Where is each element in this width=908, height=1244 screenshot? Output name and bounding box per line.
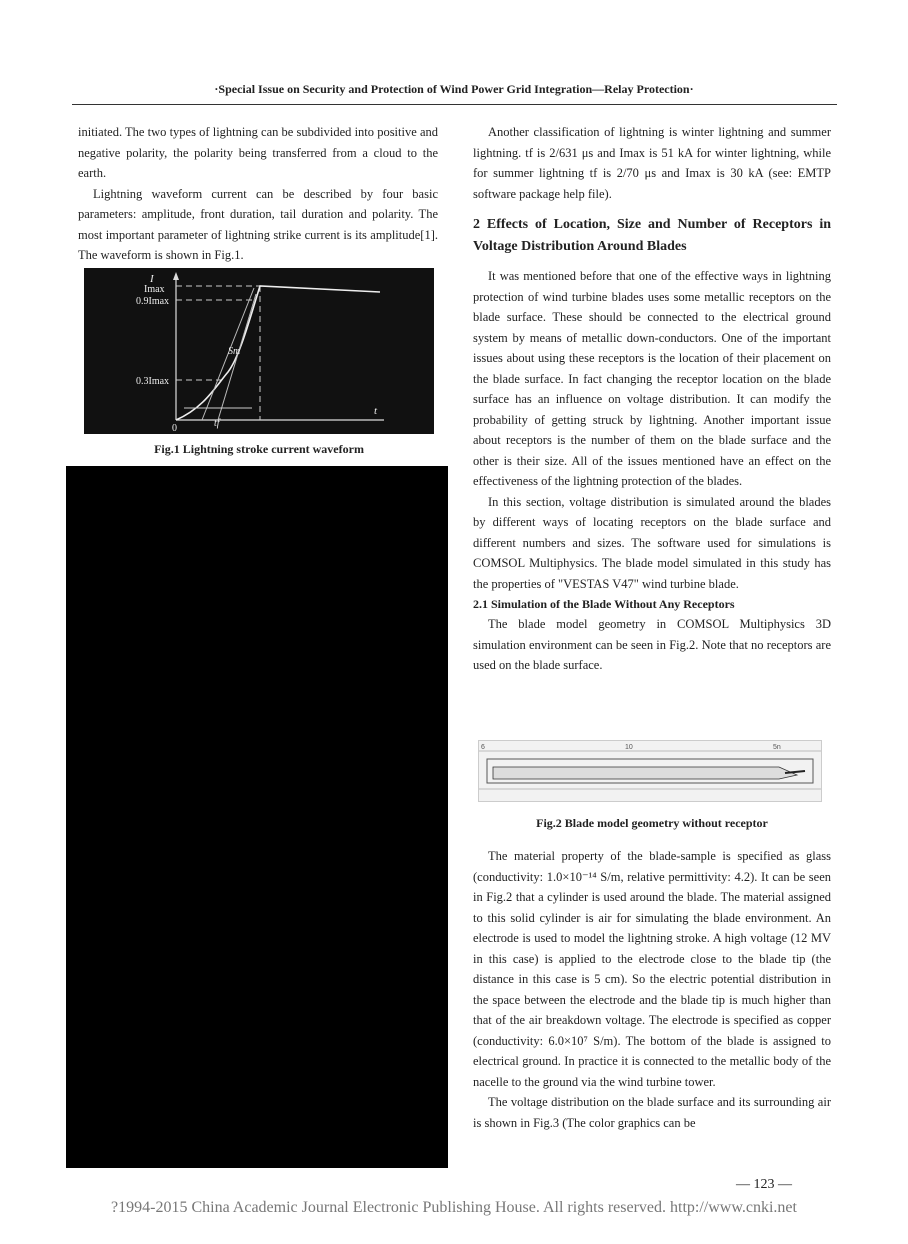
label-sm: Sm	[228, 346, 241, 357]
blade-model-plot	[479, 741, 821, 801]
right-column-top	[473, 122, 831, 676]
fig2-label-c: 5n	[773, 744, 781, 751]
right-paragraph-2: It was mentioned before that one of the effective ways in lightning protection of wind turbine blades uses some metallic receptors on the blade surface. These should be connected to the electrical ground system by means of metallic down-conductors. One of the important issues about using these receptors is the location of their placement on the blade surface. In fact changing the receptor location on the blade surface has an influence on voltage distribution. It can modify the probability of getting struck by lightning. Another important issue about receptors is the number of them on the blade surface and the other is their size. All of the issues mentioned have an effect on the effectiveness of the lightning protection of the blades.	[473, 269, 831, 488]
figure-1-caption: Fig.1 Lightning stroke current waveform	[154, 442, 364, 456]
header-rule	[72, 104, 837, 105]
label-imax: Imax	[144, 284, 165, 295]
y-arrow-icon	[173, 272, 179, 280]
fig2-label-a: 6	[481, 744, 485, 751]
label-i03: 0.3Imax	[136, 376, 170, 387]
right-paragraph-1: Another classification of lightning is winter lightning and summer lightning. tf is 2/631 μs and Imax is 51 kA for winter lightning, while for summer lightning tf is 2/70 μs and Imax is 30 kA (see: EMTP software package help file).	[473, 125, 831, 201]
figure-2-caption: Fig.2 Blade model geometry without receptor	[536, 816, 768, 830]
page-number: — 123 —	[736, 1177, 792, 1192]
right-paragraph-6: The voltage distribution on the blade surface and its surrounding air is shown in Fig.3 (The color graphics can be	[473, 1095, 831, 1130]
label-zero: 0	[172, 423, 177, 434]
current-curve	[176, 286, 380, 420]
subsection-2-1-title: 2.1 Simulation of the Blade Without Any Receptors	[473, 597, 735, 611]
right-paragraph-3: In this section, voltage distribution is simulated around the blades by different ways of locating receptors on the blade surface and different numbers and sizes. The software used for simulations is COMSOL Multiphysics. The blade model simulated in this study has the properties of "VESTAS V47" wind turbine blade.	[473, 494, 831, 591]
redacted-equation-block	[66, 466, 448, 1168]
figure-2-blade-geometry	[478, 740, 822, 802]
label-i: I	[150, 273, 154, 285]
right-paragraph-5: The material property of the blade-sample is specified as glass (conductivity: 1.0×10⁻¹⁴ S/m, relative permittivity: 4.2). It can be seen in Fig.2 that a cylinder is used around the blade. The material assigned to this solid cylinder is air for simulating the blade environment. An electrode is used to model the lightning stroke. A high voltage (12 MV in this case) is applied to the electrode close to the blade tip (the distance in this case is 5 cm). So the electric potential distribution in the space between the electrode and the blade tip is much higher than that of the air breakdown voltage. The electrode is specified as copper (conductivity: 6.0×10⁷ S/m). The bottom of the blade is assigned to electrical ground. In practice it is connected to the metallic body of the nacelle to the ground via the wind turbine tower.	[473, 849, 831, 1089]
section-2-title: 2 Effects of Location, Size and Number of Receptors in Voltage Distribution Around Blades	[473, 217, 831, 254]
figure-1-waveform	[84, 268, 434, 434]
label-tf: tf	[214, 418, 220, 429]
running-header: ·Special Issue on Security and Protection of Wind Power Grid Integration—Relay Protection·	[214, 82, 694, 96]
left-paragraph-1: initiated. The two types of lightning can be subdivided into positive and negative polarity, the polarity being transferred from a cloud to the earth.	[78, 125, 438, 180]
steepness-tangent	[218, 294, 256, 420]
left-column	[78, 122, 438, 266]
fig2-label-b: 10	[625, 744, 633, 751]
copyright-footer: ?1994-2015 China Academic Journal Electronic Publishing House. All rights reserved. http://www.cnki.net	[111, 1199, 797, 1216]
blade-outline	[493, 767, 797, 779]
right-paragraph-4: The blade model geometry in COMSOL Multiphysics 3D simulation environment can be seen in Fig.2. Note that no receptors are used on the blade surface.	[473, 617, 831, 672]
label-i09: 0.9Imax	[136, 296, 170, 307]
right-column-bottom	[473, 846, 831, 1133]
left-paragraph-2: Lightning waveform current can be described by four basic parameters: amplitude, front duration, tail duration and polarity. The most important parameter of lightning strike current is its amplitude[1]. The waveform is shown in Fig.1.	[78, 186, 438, 262]
label-t: t	[374, 405, 378, 417]
waveform-plot	[84, 268, 434, 434]
